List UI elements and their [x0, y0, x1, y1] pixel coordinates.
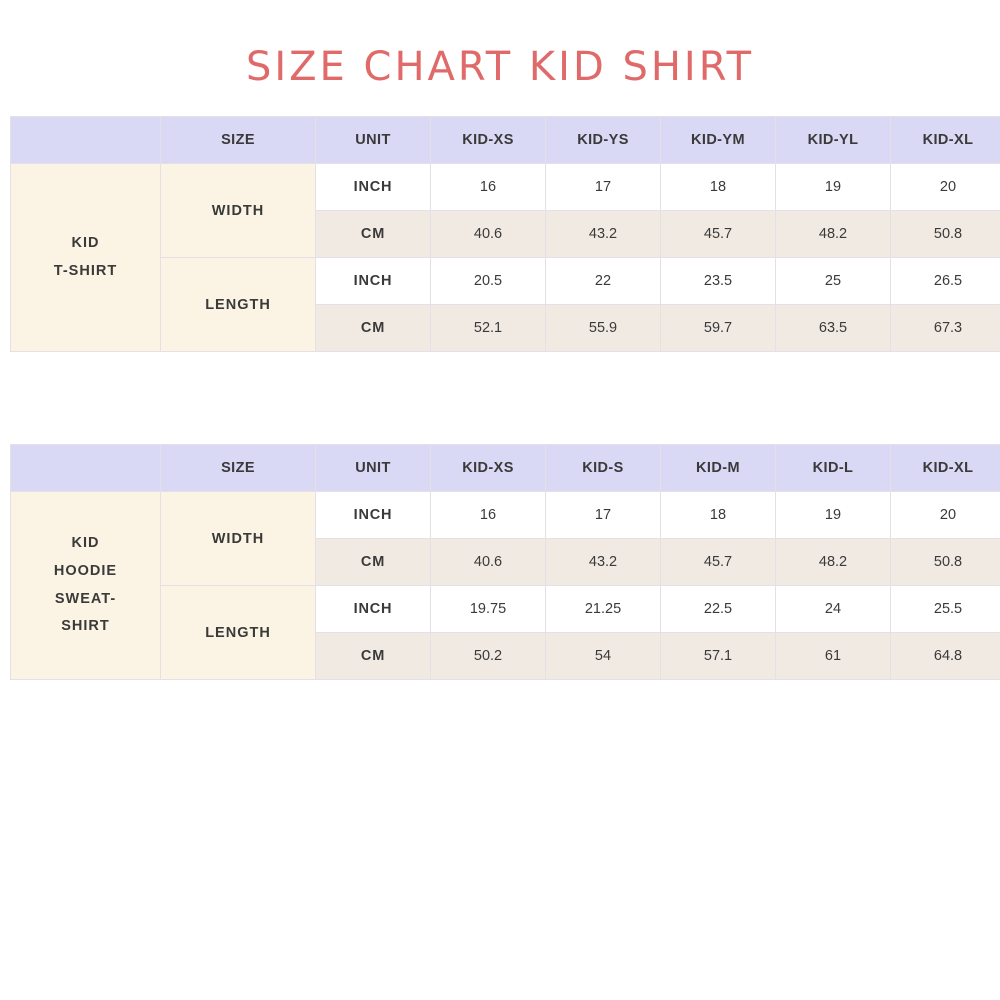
cell-width-inch-xs: 16 — [431, 492, 546, 539]
cell-width-cm-ys: 43.2 — [546, 211, 661, 258]
cell-length-cm-s: 54 — [546, 633, 661, 680]
cell-width-inch-ym: 18 — [661, 164, 776, 211]
cell-width-inch-m: 18 — [661, 492, 776, 539]
cell-length-cm-ys: 55.9 — [546, 305, 661, 352]
category-line-1: KID — [71, 234, 100, 251]
cell-length-inch-xs: 19.75 — [431, 586, 546, 633]
cell-length-inch-ym: 23.5 — [661, 258, 776, 305]
kid-hoodie-size-table — [10, 444, 1000, 680]
category-line-3: SWEAT- — [54, 590, 117, 607]
header-size-kid-m: KID-M — [661, 445, 776, 492]
header-size-kid-ym: KID-YM — [661, 117, 776, 164]
cell-width-cm-xs: 40.6 — [431, 539, 546, 586]
header-size-kid-xl: KID-XL — [891, 445, 1000, 492]
unit-cm: CM — [316, 305, 431, 352]
cell-width-inch-xl: 20 — [891, 492, 1000, 539]
category-kid-tshirt — [11, 164, 161, 352]
cell-length-inch-s: 21.25 — [546, 586, 661, 633]
header-size-kid-l: KID-L — [776, 445, 891, 492]
header-corner-blank — [11, 117, 161, 164]
unit-inch: INCH — [316, 164, 431, 211]
cell-length-inch-l: 24 — [776, 586, 891, 633]
cell-length-inch-xl: 25.5 — [891, 586, 1000, 633]
cell-length-cm-ym: 59.7 — [661, 305, 776, 352]
dimension-width: WIDTH — [161, 164, 316, 258]
cell-length-inch-yl: 25 — [776, 258, 891, 305]
cell-width-inch-l: 19 — [776, 492, 891, 539]
cell-width-cm-xl: 50.8 — [891, 211, 1000, 258]
cell-width-inch-xl: 20 — [891, 164, 1000, 211]
cell-width-cm-l: 48.2 — [776, 539, 891, 586]
cell-width-inch-yl: 19 — [776, 164, 891, 211]
cell-length-inch-ys: 22 — [546, 258, 661, 305]
cell-length-cm-xs: 52.1 — [431, 305, 546, 352]
cell-length-inch-xl: 26.5 — [891, 258, 1000, 305]
category-line-1: KID — [71, 535, 100, 552]
cell-length-cm-xl: 64.8 — [891, 633, 1000, 680]
cell-width-cm-m: 45.7 — [661, 539, 776, 586]
header-corner-blank — [11, 445, 161, 492]
header-size: SIZE — [161, 445, 316, 492]
cell-width-cm-xs: 40.6 — [431, 211, 546, 258]
unit-inch: INCH — [316, 586, 431, 633]
category-line-2: T-SHIRT — [53, 262, 118, 279]
cell-length-cm-yl: 63.5 — [776, 305, 891, 352]
dimension-length: LENGTH — [161, 258, 316, 352]
cell-width-cm-xl: 50.8 — [891, 539, 1000, 586]
kid-tshirt-size-table — [10, 116, 1000, 352]
cell-width-cm-yl: 48.2 — [776, 211, 891, 258]
table-header-row — [11, 445, 1000, 492]
table-header-row — [11, 117, 1000, 164]
unit-cm: CM — [316, 211, 431, 258]
category-line-4: SHIRT — [61, 618, 110, 635]
cell-width-inch-ys: 17 — [546, 164, 661, 211]
header-unit: UNIT — [316, 117, 431, 164]
cell-width-cm-ym: 45.7 — [661, 211, 776, 258]
cell-length-inch-xs: 20.5 — [431, 258, 546, 305]
unit-inch: INCH — [316, 258, 431, 305]
category-line-2: HOODIE — [53, 562, 118, 579]
header-size-kid-xs: KID-XS — [431, 117, 546, 164]
table-row — [11, 492, 1000, 539]
header-size-kid-s: KID-S — [546, 445, 661, 492]
cell-length-cm-xs: 50.2 — [431, 633, 546, 680]
cell-length-inch-m: 22.5 — [661, 586, 776, 633]
unit-cm: CM — [316, 633, 431, 680]
header-size-kid-ys: KID-YS — [546, 117, 661, 164]
cell-length-cm-m: 57.1 — [661, 633, 776, 680]
table-gap-divider — [0, 352, 1000, 444]
header-size-kid-xs: KID-XS — [431, 445, 546, 492]
cell-length-cm-l: 61 — [776, 633, 891, 680]
dimension-width: WIDTH — [161, 492, 316, 586]
category-kid-hoodie-sweatshirt — [11, 492, 161, 680]
header-unit: UNIT — [316, 445, 431, 492]
header-size-kid-yl: KID-YL — [776, 117, 891, 164]
cell-width-inch-xs: 16 — [431, 164, 546, 211]
unit-cm: CM — [316, 539, 431, 586]
cell-width-inch-s: 17 — [546, 492, 661, 539]
header-size: SIZE — [161, 117, 316, 164]
page-title: SIZE CHART KID SHIRT — [245, 44, 755, 90]
cell-length-cm-xl: 67.3 — [891, 305, 1000, 352]
dimension-length: LENGTH — [161, 586, 316, 680]
table-row — [11, 164, 1000, 211]
unit-inch: INCH — [316, 492, 431, 539]
cell-width-cm-s: 43.2 — [546, 539, 661, 586]
header-size-kid-xl: KID-XL — [891, 117, 1000, 164]
